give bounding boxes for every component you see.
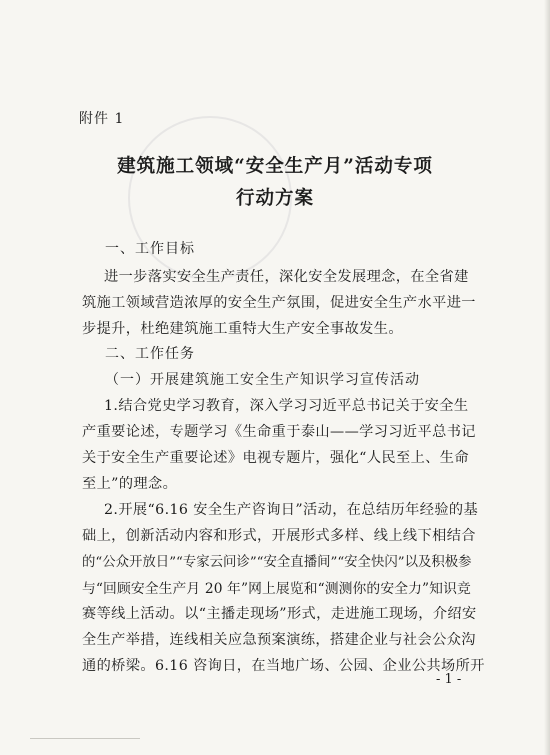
- paragraph-line: 赛等线上活动。以“主播走现场”形式，走进施工现场，介绍安: [82, 606, 477, 622]
- paragraph-line: 2.开展“6.16 安全生产咨询日”活动，在总结历年经验的基: [104, 502, 479, 518]
- document-title-line-1: 建筑施工领域“安全生产月”活动专项: [117, 156, 433, 177]
- paragraph-line: 步提升，杜绝建筑施工重特大生产安全事故发生。: [82, 321, 403, 337]
- paragraph-line: 至上”的理念。: [82, 476, 178, 492]
- section-heading-goal: 一、工作目标: [105, 241, 195, 257]
- paragraph-line: 筑施工领域营造浓厚的安全生产氛围，促进安全生产水平进一: [82, 295, 476, 311]
- scan-edge-shadow: [544, 0, 550, 755]
- paragraph-line: 的“公众开放日”“专家云问诊”“安全直播间”“安全快闪”以及积极参: [82, 555, 472, 570]
- footer-rule: [30, 738, 140, 739]
- page-number: - 1 -: [436, 672, 462, 687]
- paragraph-line: 1.结合党史学习教育，深入学习习近平总书记关于安全生: [104, 398, 469, 414]
- sub-heading-1: （一）开展建筑施工安全生产知识学习宣传活动: [105, 372, 420, 388]
- paragraph-line: 与“回顾安全生产月 20 年”网上展览和“测测你的安全力”知识竞: [82, 581, 471, 597]
- paragraph-line: 关于安全生产重要论述》电视专题片，强化“人民至上、生命: [82, 450, 469, 466]
- section-heading-tasks: 二、工作任务: [105, 346, 195, 362]
- paragraph-line: 产重要论述，专题学习《生命重于泰山——学习习近平总书记: [82, 424, 476, 440]
- paragraph-line: 础上，创新活动内容和形式，开展形式多样、线上线下相结合: [82, 528, 476, 544]
- document-title-line-2: 行动方案: [235, 188, 314, 209]
- paragraph-line: 全生产举措，连线相关应急预案演练，搭建企业与社会公众沟: [82, 632, 476, 648]
- paragraph-line: 通的桥梁。6.16 咨询日，在当地广场、公园、企业公共场所开: [82, 658, 485, 674]
- attachment-label: 附件 1: [79, 111, 125, 127]
- paragraph-line: 进一步落实安全生产责任，深化安全发展理念，在全省建: [104, 269, 469, 285]
